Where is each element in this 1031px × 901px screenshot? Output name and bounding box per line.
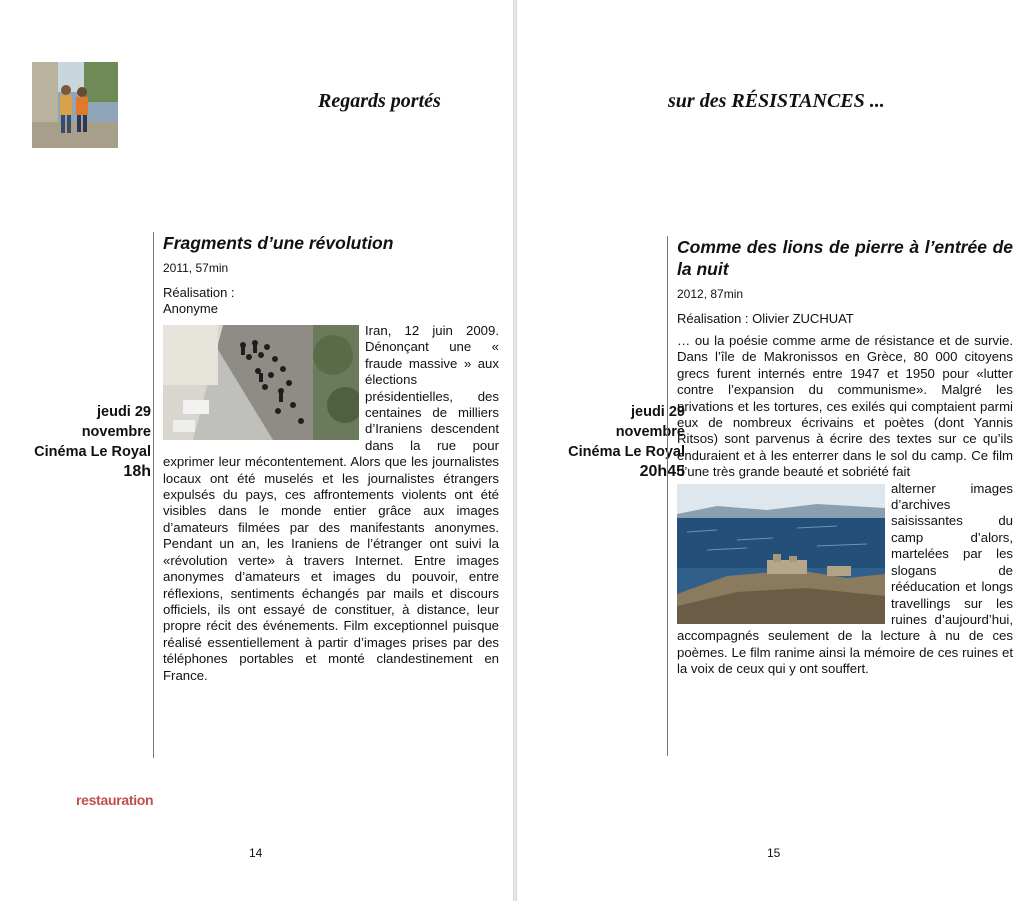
screening-venue: Cinéma Le Royal bbox=[568, 444, 685, 460]
screening-date: jeudi 29 bbox=[631, 404, 685, 420]
restauration-label: restauration bbox=[76, 792, 154, 808]
film-description bbox=[677, 481, 1013, 678]
film-director: Réalisation : Anonyme bbox=[163, 285, 235, 316]
left-page bbox=[0, 0, 513, 901]
screening-time: 20h45 bbox=[639, 463, 685, 480]
right-page bbox=[517, 0, 1031, 901]
screening-schedule-left bbox=[1, 402, 151, 482]
screening-month: novembre bbox=[615, 424, 685, 440]
page-number-left: 14 bbox=[249, 846, 263, 860]
page-header-right: sur des RÉSISTANCES ... bbox=[668, 90, 885, 112]
page-header-left: Regards portés bbox=[318, 90, 441, 112]
film-entry-right bbox=[667, 236, 1013, 756]
film-description-text: alterner images d’archives saisissantes du camp d’alors, martelées par les slogans de rééducation et longs travellings sur les ruines d’aujourd’hui, accompagnés seulement de la lecture à nu de ces poèmes. Le film ranime ainsi la mémoire de ces ruines et la voix de ceux qui y ont souffert. bbox=[677, 480, 1013, 677]
film-description bbox=[163, 323, 499, 684]
film-description-intro: … ou la poésie comme arme de résistance et de survie. Dans l’île de Makronissos en Grèce, 80 000 citoyens grecs furent internés entre 1947 et 1950 pour «lutter contre l’expansion du communisme». Malgré les privations et les tortures, ces exilés qui comptaient parmi eux de nombreux écrivains et poètes (dont Yannis Ritsos) sont parvenus à écrire des textes sur ce qu’ils enduraient et à les enterrer dans le sol du camp. Ce film d’une très grande beauté et sobriété fait bbox=[677, 333, 1013, 480]
screening-month: novembre bbox=[81, 424, 151, 440]
film-entry-left bbox=[153, 232, 499, 758]
screening-time: 18h bbox=[123, 463, 151, 480]
film-director: Réalisation : Olivier ZUCHUAT bbox=[677, 311, 854, 326]
screening-schedule-right bbox=[525, 402, 685, 482]
film-year-duration: 2012, 87min bbox=[677, 287, 744, 301]
page-number-right: 15 bbox=[767, 846, 781, 860]
island-ruins-photo bbox=[677, 484, 885, 624]
film-description-text: Iran, 12 juin 2009. Dénonçant une « fraude massive » aux élections présidentielles, des centaines de milliers d’Iraniens descendent dans la rue pour exprimer leur mécontentement. Alors que les journalistes locaux ont été muselés et les journalistes étrangers expulsés du pays, ces affrontements violents ont été visibles dans le monde entier grâce aux images d’amateurs filmées par des manifestants anonymes. Pendant un an, les Iraniens de l’étranger ont suivi la «révolution verte» à travers Internet. Entre images anonymes d’amateurs et images du pouvoir, entre réflexions, sentiments échangés par mails et discours officiels, ils ont essayé de constituer, à distance, leur propre récit des événements. Film exceptionnel puisque réalisé essentiellement à partir d’images prises par des téléphones portables et monté clandestinement en France. bbox=[163, 323, 499, 683]
children-photo-thumbnail bbox=[32, 62, 118, 148]
film-title: Fragments d’une révolution bbox=[163, 233, 394, 253]
screening-date: jeudi 29 bbox=[97, 404, 151, 420]
screening-venue: Cinéma Le Royal bbox=[34, 444, 151, 460]
street-protest-photo bbox=[163, 325, 359, 440]
film-title: Comme des lions de pierre à l’entrée de la nuit bbox=[677, 237, 1013, 279]
film-year-duration: 2011, 57min bbox=[163, 261, 229, 275]
